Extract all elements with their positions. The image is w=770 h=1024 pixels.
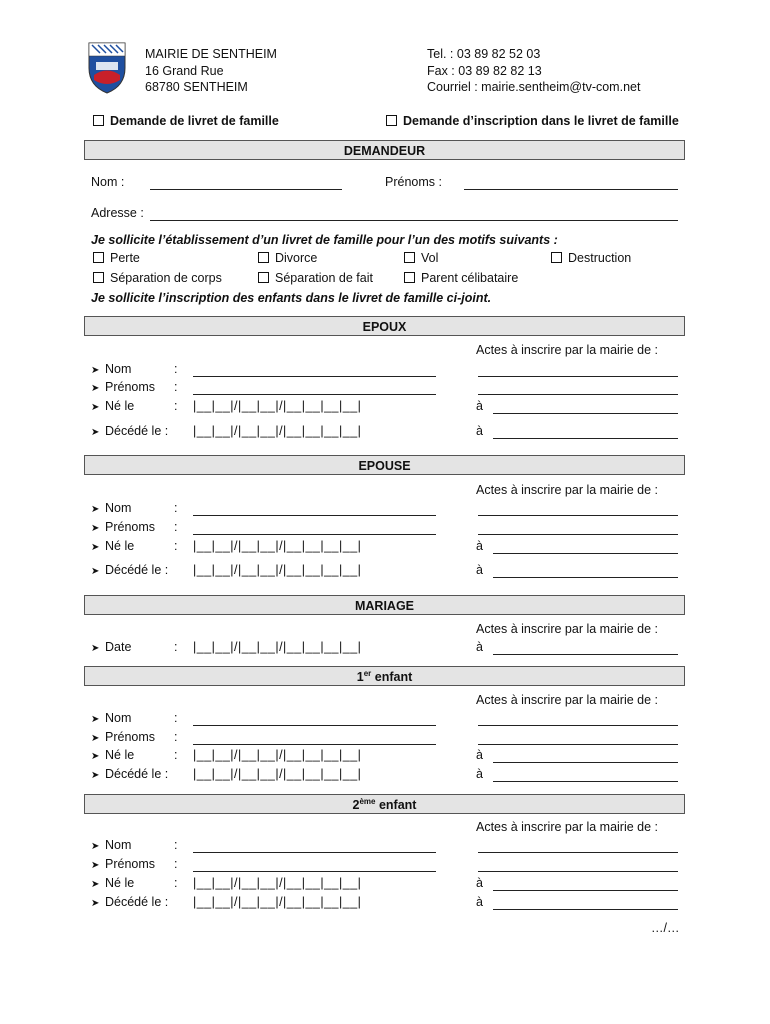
arrow-bullet-icon: ➤	[91, 898, 100, 909]
a-label: à	[476, 539, 483, 553]
epoux-decede-lieu-field[interactable]	[493, 438, 678, 439]
motif-parent-celibataire[interactable]: Parent célibataire	[404, 271, 518, 285]
motif-vol[interactable]: Vol	[404, 251, 438, 265]
arrow-bullet-icon: ➤	[91, 751, 100, 762]
colon: :	[174, 748, 178, 762]
enfant2-decede-date-field[interactable]: |__|__|/|__|__|/|__|__|__|__|	[193, 895, 362, 909]
epouse-ne-date-field[interactable]: |__|__|/|__|__|/|__|__|__|__|	[193, 539, 362, 553]
mariage-lieu-field[interactable]	[493, 654, 678, 655]
checkbox[interactable]	[258, 252, 269, 263]
arrow-bullet-icon: ➤	[91, 770, 100, 781]
coat-of-arms-logo	[88, 42, 126, 94]
arrow-bullet-icon: ➤	[91, 714, 100, 725]
demandeur-prenoms-label: Prénoms :	[385, 175, 442, 189]
demandeur-nom-field[interactable]	[150, 189, 342, 190]
mairie-address	[145, 46, 277, 96]
section-demandeur: DEMANDEUR	[84, 140, 685, 160]
epoux-prenoms-field[interactable]	[193, 394, 436, 395]
enfant1-ne-lieu-field[interactable]	[493, 762, 678, 763]
request-inscription-option[interactable]: Demande d’inscription dans le livret de famille	[386, 114, 679, 128]
epouse-nom-mairie-field[interactable]	[478, 515, 678, 516]
colon: :	[174, 539, 178, 553]
actes-label: Actes à inscrire par la mairie de :	[476, 693, 659, 707]
section-epoux: EPOUX	[84, 316, 685, 336]
epoux-nom-label: ➤ Nom	[91, 362, 132, 376]
arrow-bullet-icon: ➤	[91, 542, 100, 553]
mairie-name: MAIRIE DE SENTHEIM	[145, 47, 277, 61]
colon: :	[174, 876, 178, 890]
mairie-street: 16 Grand Rue	[145, 63, 224, 78]
actes-label: Actes à inscrire par la mairie de :	[476, 820, 659, 834]
inscription-sentence: Je sollicite l’inscription des enfants dans le livret de famille ci-joint.	[91, 291, 492, 305]
epouse-prenoms-mairie-field[interactable]	[478, 534, 678, 535]
arrow-bullet-icon: ➤	[91, 841, 100, 852]
colon: :	[174, 838, 178, 852]
arrow-bullet-icon: ➤	[91, 365, 100, 376]
colon: :	[174, 520, 178, 534]
checkbox[interactable]	[258, 272, 269, 283]
epoux-ne-date-field[interactable]: |__|__|/|__|__|/|__|__|__|__|	[193, 399, 362, 413]
enfant2-ne-lieu-field[interactable]	[493, 890, 678, 891]
motifs-sentence: Je sollicite l’établissement d’un livret de famille pour l’un des motifs suivants :	[91, 233, 558, 247]
enfant1-decede-lieu-field[interactable]	[493, 781, 678, 782]
a-label: à	[476, 640, 483, 654]
epoux-nom-mairie-field[interactable]	[478, 376, 678, 377]
request-livret-option[interactable]: Demande de livret de famille	[93, 114, 279, 128]
enfant2-nom-field[interactable]	[193, 852, 436, 853]
enfant2-nom-mairie-field[interactable]	[478, 852, 678, 853]
a-label: à	[476, 876, 483, 890]
colon: :	[174, 399, 178, 413]
motif-separation-corps[interactable]: Séparation de corps	[93, 271, 222, 285]
epouse-nom-field[interactable]	[193, 515, 436, 516]
demandeur-adresse-field[interactable]	[150, 220, 678, 221]
arrow-bullet-icon: ➤	[91, 427, 100, 438]
checkbox[interactable]	[386, 115, 397, 126]
mairie-contact	[427, 46, 640, 96]
epoux-ne-label: ➤ Né le	[91, 399, 135, 413]
epoux-nom-field[interactable]	[193, 376, 436, 377]
enfant1-decede-date-field[interactable]: |__|__|/|__|__|/|__|__|__|__|	[193, 767, 362, 781]
enfant1-ne-label: ➤ Né le	[91, 748, 135, 762]
checkbox[interactable]	[93, 115, 104, 126]
enfant2-decede-label: ➤ Décédé le :	[91, 895, 169, 909]
section-epouse: EPOUSE	[84, 455, 685, 475]
arrow-bullet-icon: ➤	[91, 383, 100, 394]
enfant1-nom-field[interactable]	[193, 725, 436, 726]
motif-divorce[interactable]: Divorce	[258, 251, 317, 265]
epouse-ne-lieu-field[interactable]	[493, 553, 678, 554]
enfant1-prenoms-field[interactable]	[193, 744, 436, 745]
colon: :	[174, 711, 178, 725]
colon: :	[174, 730, 178, 744]
continuation-marker: …/…	[651, 921, 680, 935]
enfant2-ne-date-field[interactable]: |__|__|/|__|__|/|__|__|__|__|	[193, 876, 362, 890]
mairie-email: Courriel : mairie.sentheim@tv-com.net	[427, 80, 641, 94]
actes-label: Actes à inscrire par la mairie de :	[476, 622, 659, 636]
checkbox[interactable]	[93, 252, 104, 263]
epouse-prenoms-label: ➤ Prénoms	[91, 520, 156, 534]
a-label: à	[476, 748, 483, 762]
mairie-tel: Tel. : 03 89 82 52 03	[427, 47, 541, 61]
mairie-city: 68780 SENTHEIM	[145, 80, 248, 94]
colon: :	[174, 857, 178, 871]
enfant1-nom-mairie-field[interactable]	[478, 725, 678, 726]
epoux-decede-label: ➤ Décédé le :	[91, 424, 169, 438]
checkbox[interactable]	[551, 252, 562, 263]
enfant1-decede-label: ➤ Décédé le :	[91, 767, 169, 781]
demandeur-adresse-label: Adresse :	[91, 206, 144, 220]
enfant2-prenoms-label: ➤ Prénoms	[91, 857, 156, 871]
epouse-decede-label: ➤ Décédé le :	[91, 563, 169, 577]
epouse-prenoms-field[interactable]	[193, 534, 436, 535]
arrow-bullet-icon: ➤	[91, 402, 100, 413]
section-enfant-1: 1er enfant	[84, 666, 685, 686]
colon: :	[174, 640, 178, 654]
colon: :	[174, 380, 178, 394]
epouse-nom-label: ➤ Nom	[91, 501, 132, 515]
a-label: à	[476, 895, 483, 909]
epoux-prenoms-mairie-field[interactable]	[478, 394, 678, 395]
arrow-bullet-icon: ➤	[91, 879, 100, 890]
enfant1-ne-date-field[interactable]: |__|__|/|__|__|/|__|__|__|__|	[193, 748, 362, 762]
enfant1-prenoms-label: ➤ Prénoms	[91, 730, 156, 744]
enfant2-prenoms-field[interactable]	[193, 871, 436, 872]
epoux-decede-date-field[interactable]: |__|__|/|__|__|/|__|__|__|__|	[193, 424, 362, 438]
a-label: à	[476, 563, 483, 577]
arrow-bullet-icon: ➤	[91, 860, 100, 871]
checkbox[interactable]	[404, 272, 415, 283]
actes-label: Actes à inscrire par la mairie de :	[476, 483, 659, 497]
arrow-bullet-icon: ➤	[91, 566, 100, 577]
enfant2-nom-label: ➤ Nom	[91, 838, 132, 852]
epouse-ne-label: ➤ Né le	[91, 539, 135, 553]
epouse-decede-lieu-field[interactable]	[493, 577, 678, 578]
enfant2-ne-label: ➤ Né le	[91, 876, 135, 890]
checkbox[interactable]	[93, 272, 104, 283]
actes-label: Actes à inscrire par la mairie de :	[476, 343, 659, 357]
a-label: à	[476, 399, 483, 413]
a-label: à	[476, 424, 483, 438]
colon: :	[174, 362, 178, 376]
mariage-date-label: ➤ Date	[91, 640, 132, 654]
arrow-bullet-icon: ➤	[91, 504, 100, 515]
arrow-bullet-icon: ➤	[91, 523, 100, 534]
enfant1-prenoms-mairie-field[interactable]	[478, 744, 678, 745]
enfant2-prenoms-mairie-field[interactable]	[478, 871, 678, 872]
epoux-prenoms-label: ➤ Prénoms	[91, 380, 156, 394]
colon: :	[174, 501, 178, 515]
demandeur-nom-label: Nom :	[91, 175, 125, 189]
arrow-bullet-icon: ➤	[91, 643, 100, 654]
enfant1-nom-label: ➤ Nom	[91, 711, 132, 725]
motif-separation-fait[interactable]: Séparation de fait	[258, 271, 373, 285]
demandeur-prenoms-field[interactable]	[464, 189, 678, 190]
mariage-date-field[interactable]: |__|__|/|__|__|/|__|__|__|__|	[193, 640, 362, 654]
section-mariage: MARIAGE	[84, 595, 685, 615]
epoux-ne-lieu-field[interactable]	[493, 413, 678, 414]
a-label: à	[476, 767, 483, 781]
enfant2-decede-lieu-field[interactable]	[493, 909, 678, 910]
arrow-bullet-icon: ➤	[91, 733, 100, 744]
checkbox[interactable]	[404, 252, 415, 263]
epouse-decede-date-field[interactable]: |__|__|/|__|__|/|__|__|__|__|	[193, 563, 362, 577]
motif-destruction[interactable]: Destruction	[551, 251, 631, 265]
section-enfant-2: 2ème enfant	[84, 794, 685, 814]
motif-perte[interactable]: Perte	[93, 251, 140, 265]
mairie-fax: Fax : 03 89 82 82 13	[427, 63, 542, 78]
